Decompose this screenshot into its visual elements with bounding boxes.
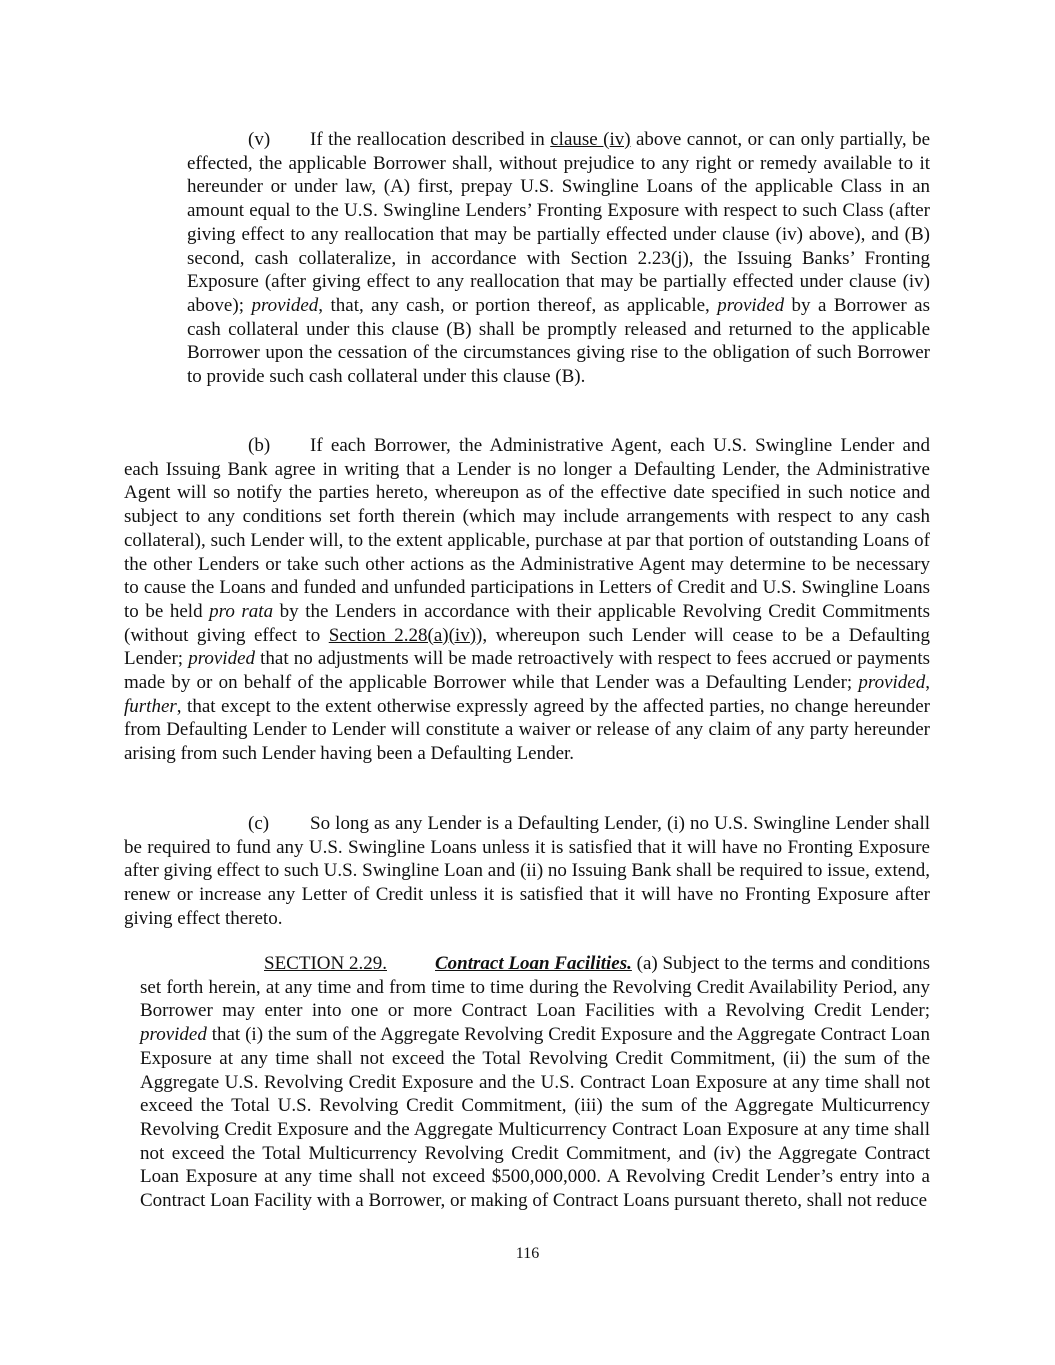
text: , that except to the extent otherwise expressly agreed by the affected parties, no change hereunder from Defaulting Lender to Lender will constitute a waiver or release of any claim of any party hereunder arising from such Lender having been a Defaulting Lender. [124, 695, 930, 765]
text: ), whereupon such Lender will cease to be a Defaulting Lender; [124, 624, 930, 670]
clause-label: (c) [248, 813, 270, 834]
emphasis: provided [188, 648, 256, 670]
emphasis: provided [717, 294, 785, 316]
section-2-29 [140, 952, 930, 1213]
cross-reference: Section 2.28(a)(iv) [328, 624, 477, 646]
section-title: Contract Loan Facilities. [435, 953, 632, 974]
text: that no adjustments will be made retroactively with respect to fees accrued or payments made by or on behalf of the applicable Borrower while that Lender was a Defaulting Lender; [124, 648, 931, 694]
text: , [925, 672, 930, 694]
text: , that, any cash, or portion thereof, as applicable, [318, 294, 718, 316]
text: So long as any Lender is a Defaulting Lender, (i) no U.S. Swingline Lender shall be required to fund any U.S. Swingline Loans unless it is satisfied that it will have no Fronting Exposure after giving effect to such U.S. Swingline Loan and (ii) no Issuing Bank shall be required to issue, extend, renew or increase any Letter of Credit unless it is satisfied that it will have no Fronting Exposure after giving effect thereto. [124, 813, 930, 929]
section-number: SECTION 2.29. [264, 953, 387, 974]
emphasis: provided [140, 1024, 207, 1046]
text: If the reallocation described in [310, 129, 551, 150]
emphasis: further [124, 695, 177, 717]
paragraph-clause-b [124, 434, 930, 766]
text: by the Lenders in accordance with their applicable Revolving Credit Commitments (without giving effect to [124, 600, 930, 646]
cross-reference: clause (iv) [550, 129, 631, 150]
paragraph-clause-v [187, 128, 930, 389]
text: by a Borrower as cash collateral under this clause (B) shall be promptly released and returned to the applicable Borrower upon the cessation of the circumstances giving rise to the obligation of such Borrower to provide such cash collateral under this clause (B). [187, 294, 930, 388]
text: If each Borrower, the Administrative Agent, each U.S. Swingline Lender and each Issuing Bank agree in writing that a Lender is no longer a Defaulting Lender, the Administrative Agent will so notify the parties hereto, whereupon as of the effective date specified in such notice and subject to any conditions set forth therein (which may include arrangements with respect to any cash collateral), such Lender will, to the extent applicable, purchase at par that portion of outstanding Loans of the other Lenders or take such other actions as the Administrative Agent may determine to be necessary to cause the Loans and funded and unfunded participations in Letters of Credit and U.S. Swingline Loans to be held [124, 435, 930, 622]
text: above cannot, or can only partially, be effected, the applicable Borrower shall, without prejudice to any right or remedy available to it hereunder or under law, (A) first, prepay U.S. Swingline Loans of the applicable Class in an amount equal to the U.S. Swingline Lenders’ Fronting Exposure with respect to such Class (after giving effect to any reallocation that may be partially effected under clause (iv) above), and (B) second, cash collateralize, in accordance with Section 2.23(j), the Issuing Banks’ Fronting Exposure (after giving effect to any reallocation that may be partially effected under clause (iv) above); [187, 129, 930, 316]
emphasis: pro rata [209, 600, 274, 622]
text: (a) Subject to the terms and conditions set forth herein, at any time and from time to time during the Revolving Credit Availability Period, any Borrower may enter into one or more Contract Loan Facilities with a Revolving Credit Lender; [140, 953, 931, 1022]
emphasis: provided [858, 672, 926, 694]
page-number: 116 [515, 1245, 540, 1262]
text: that (i) the sum of the Aggregate Revolving Credit Exposure and the Aggregate Contract Loan Exposure at any time shall not exceed the Total Revolving Credit Commitment, (ii) the sum of the Aggregate U.S. Revolving Credit Exposure and the U.S. Contract Loan Exposure at any time shall not exceed the Total U.S. Revolving Credit Commitment, (iii) the sum of the Aggregate Multicurrency Revolving Credit Exposure and the Aggregate Multicurrency Contract Loan Exposure at any time shall not exceed the Total Multicurrency Revolving Credit Commitment, and (iv) the Aggregate Contract Loan Exposure at any time shall not exceed $500,000,000. A Revolving Credit Lender’s entry into a Contract Loan Facility with a Borrower, or making of Contract Loans pursuant thereto, shall not reduce [140, 1024, 930, 1212]
clause-label: (b) [248, 435, 271, 456]
paragraph-clause-c [124, 812, 930, 931]
clause-label: (v) [248, 129, 271, 150]
emphasis: provided [251, 294, 319, 316]
